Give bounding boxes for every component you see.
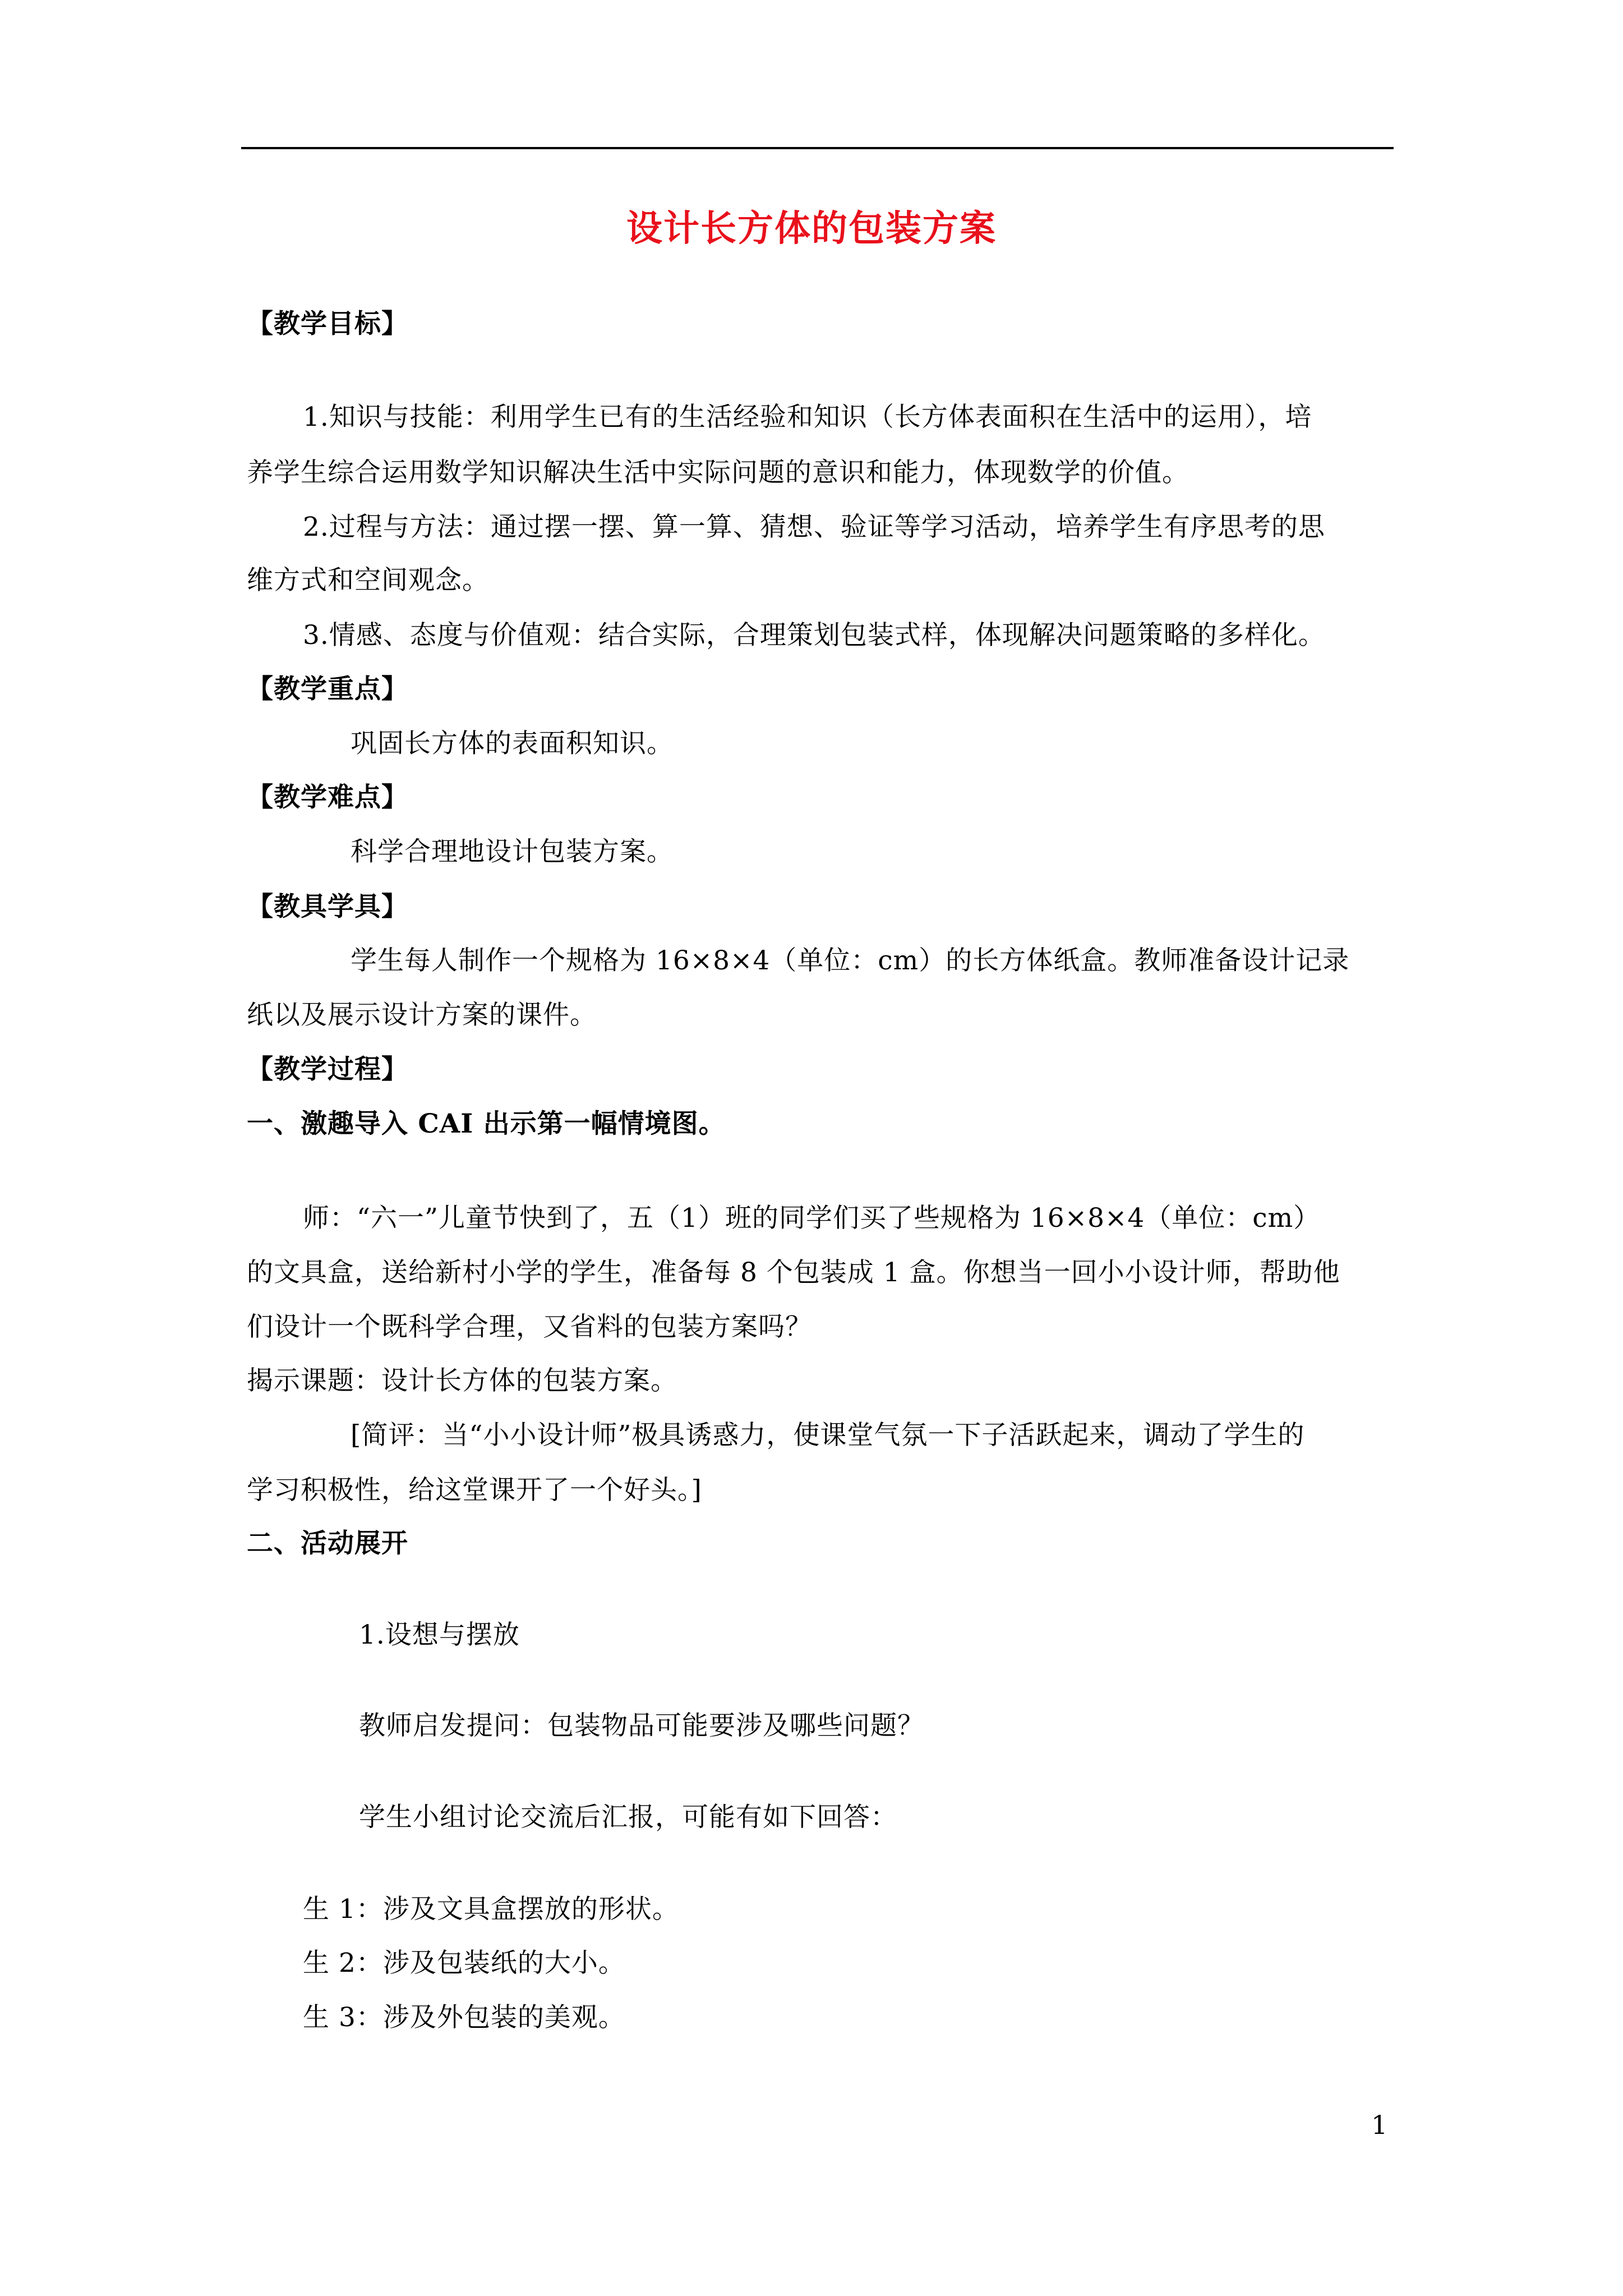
page-title: 设计长方体的包装方案 xyxy=(626,208,997,250)
objective-2-line-2: 维方式和空间观念。 xyxy=(247,565,489,596)
part-2-heading: 二、活动展开 xyxy=(247,1528,408,1559)
difficulty-heading: 【教学难点】 xyxy=(247,782,408,813)
teacher-line-2: 的文具盒，送给新村小学的学生，准备每 8 个包装成 1 盒。你想当一回小小设计师，帮助他 xyxy=(247,1257,1340,1288)
comment-line-2: 学习积极性，给这堂课开了一个好头。] xyxy=(247,1475,702,1506)
page-number: 1 xyxy=(1371,2110,1388,2140)
objectives-heading: 【教学目标】 xyxy=(247,309,408,339)
step-1-heading: 1.设想与摆放 xyxy=(359,1619,520,1650)
header-rule xyxy=(241,147,1394,149)
key-points-heading: 【教学重点】 xyxy=(247,674,408,705)
part-1-heading: 一、激趣导入 CAI 出示第一幅情境图。 xyxy=(247,1108,726,1139)
objective-1-line-2: 养学生综合运用数学知识解决生活中实际问题的意识和能力，体现数学的价值。 xyxy=(247,457,1189,488)
student-answer-1: 生 1：涉及文具盒摆放的形状。 xyxy=(303,1894,679,1925)
tools-heading: 【教具学具】 xyxy=(247,891,408,922)
teacher-question: 教师启发提问：包装物品可能要涉及哪些问题？ xyxy=(359,1710,924,1741)
tools-line-2: 纸以及展示设计方案的课件。 xyxy=(247,1000,597,1030)
comment-line-1: [简评：当“小小设计师”极具诱惑力，使课堂气氛一下子活跃起来，调动了学生的 xyxy=(351,1420,1305,1451)
objective-3-line-1: 3.情感、态度与价值观：结合实际，合理策划包装式样，体现解决问题策略的多样化。 xyxy=(303,620,1325,651)
student-answer-2: 生 2：涉及包装纸的大小。 xyxy=(303,1948,625,1978)
teacher-line-1: 师：“六一”儿童节快到了，五（1）班的同学们买了些规格为 16×8×4（单位：cm） xyxy=(303,1203,1321,1234)
group-report: 学生小组讨论交流后汇报，可能有如下回答： xyxy=(359,1802,897,1833)
reveal-topic: 揭示课题：设计长方体的包装方案。 xyxy=(247,1365,677,1396)
tools-line-1: 学生每人制作一个规格为 16×8×4（单位：cm）的长方体纸盒。教师准备设计记录 xyxy=(351,945,1350,976)
key-points-text: 巩固长方体的表面积知识。 xyxy=(351,728,674,759)
teacher-line-3: 们设计一个既科学合理，又省料的包装方案吗？ xyxy=(247,1312,812,1342)
objective-1-line-1: 1.知识与技能：利用学生已有的生活经验和知识（长方体表面积在生活中的运用），培 xyxy=(303,402,1312,432)
objective-2-line-1: 2.过程与方法：通过摆一摆、算一算、猜想、验证等学习活动，培养学生有序思考的思 xyxy=(303,512,1325,542)
student-answer-3: 生 3：涉及外包装的美观。 xyxy=(303,2002,625,2033)
difficulty-text: 科学合理地设计包装方案。 xyxy=(351,836,674,867)
process-heading: 【教学过程】 xyxy=(247,1054,408,1085)
